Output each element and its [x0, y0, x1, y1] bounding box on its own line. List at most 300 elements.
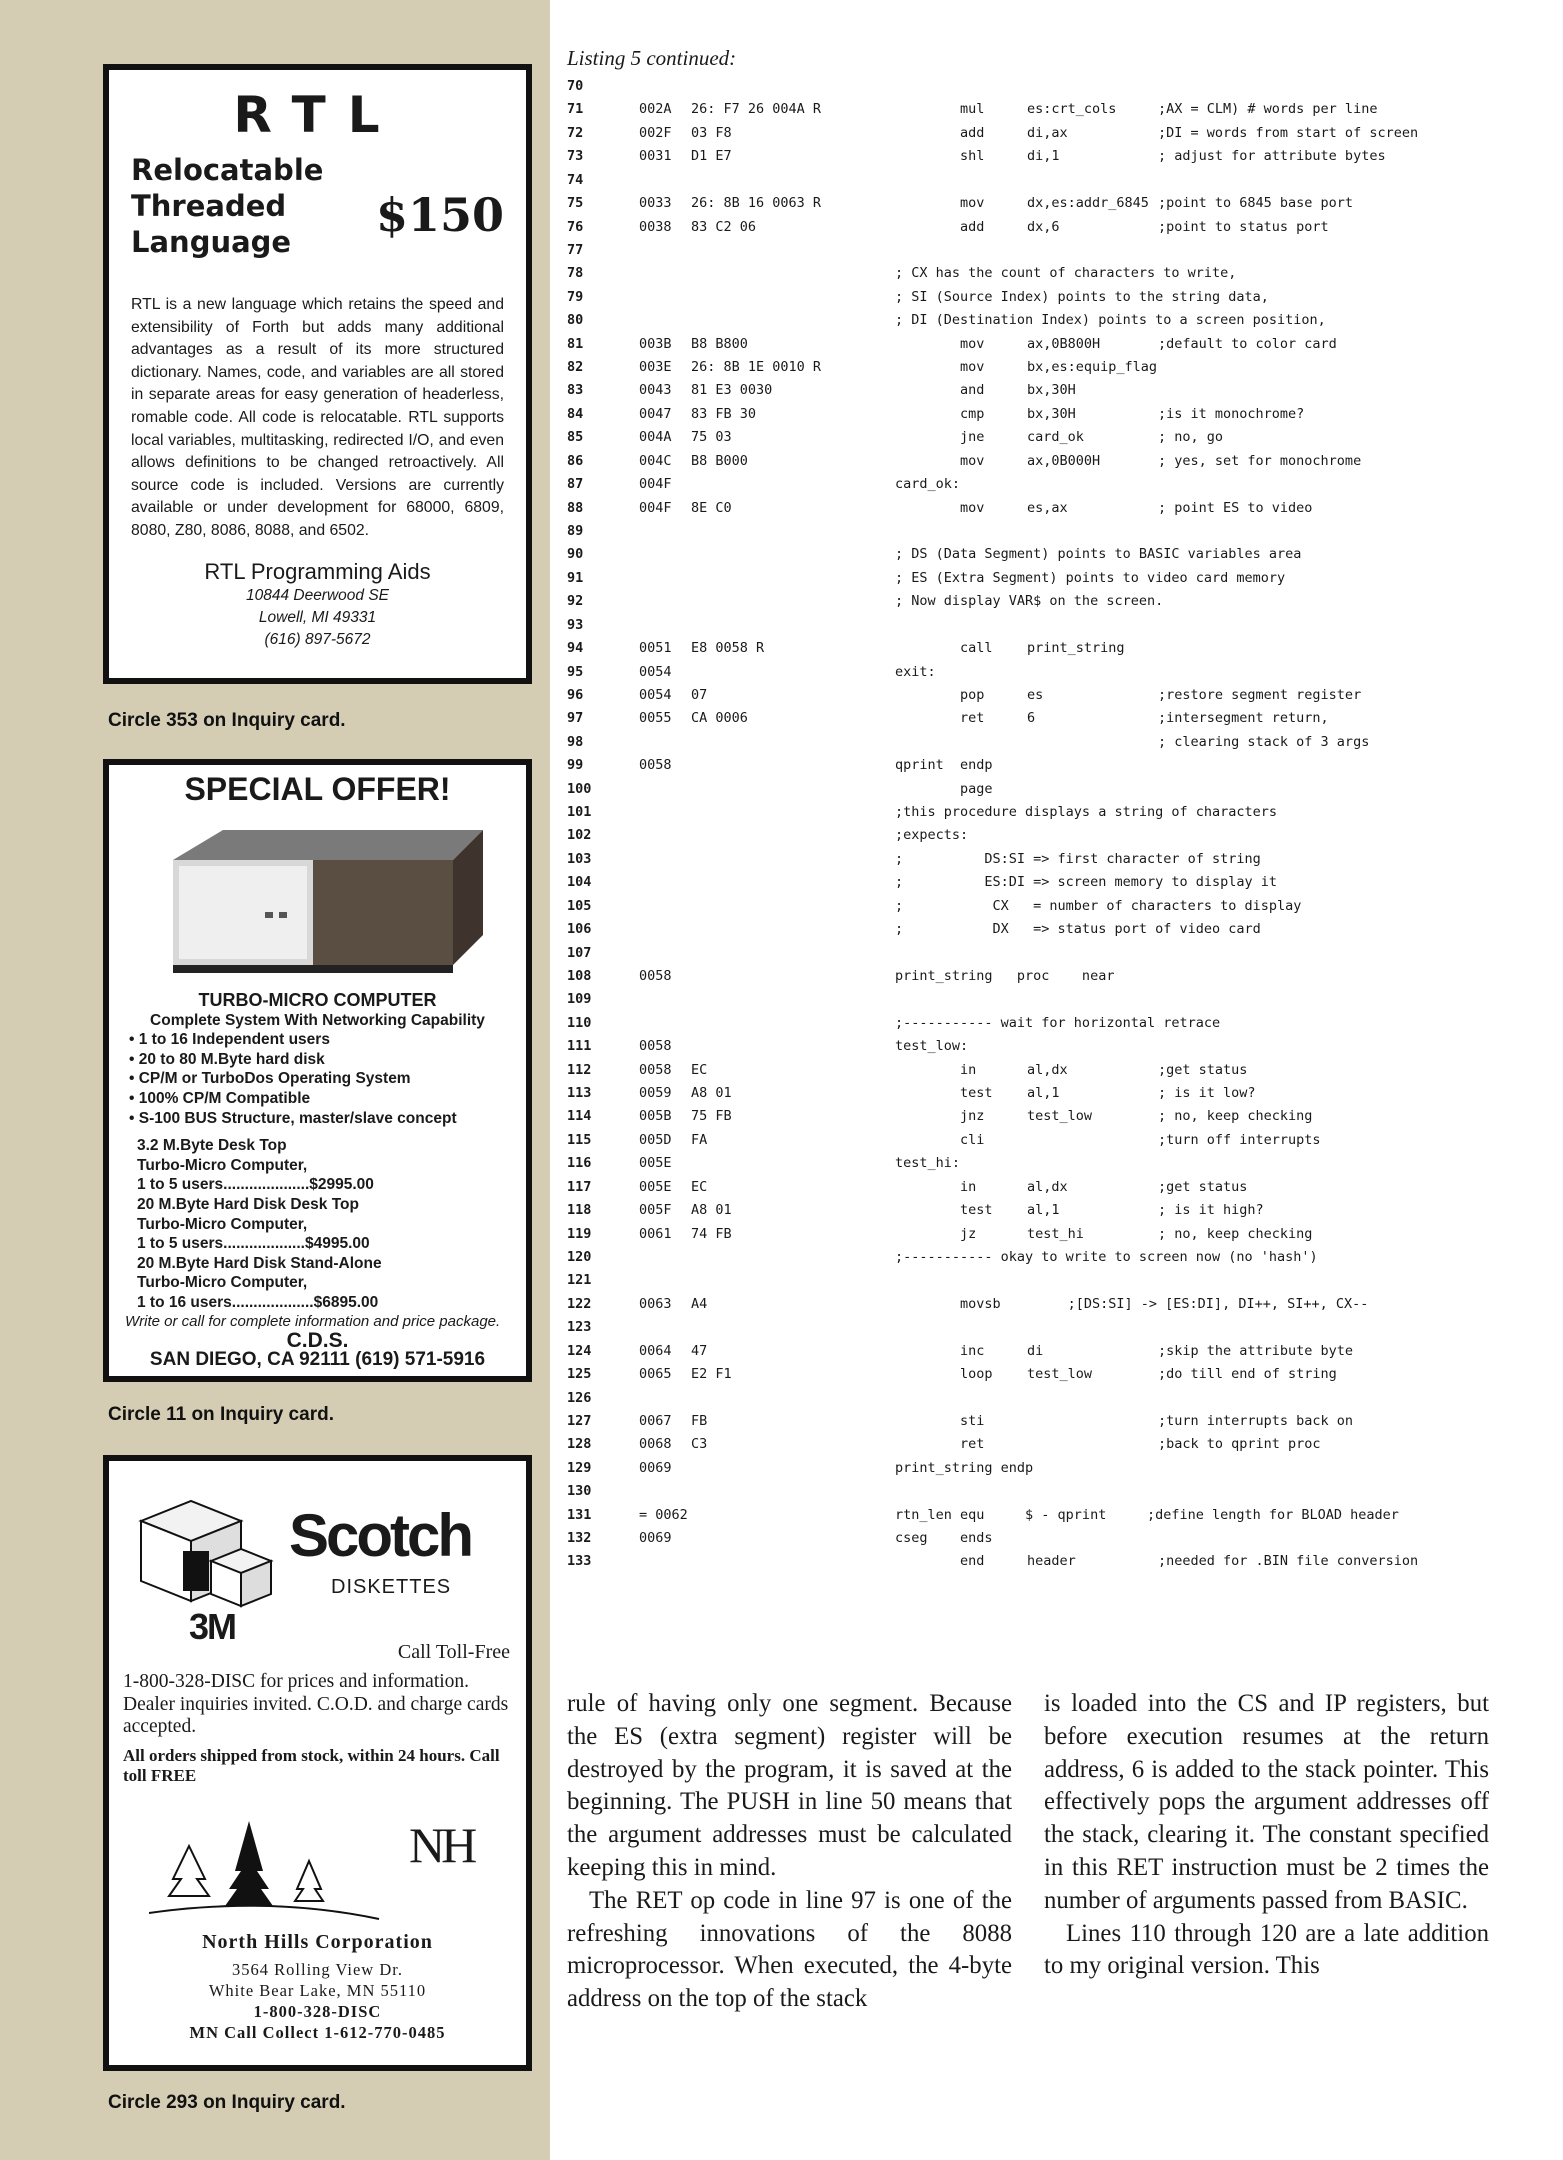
- listing-bytes: B8 B800: [691, 335, 748, 352]
- listing-ln: 108: [567, 967, 592, 984]
- listing-addr: 005E: [639, 1178, 672, 1195]
- listing-bytes: E2 F1: [691, 1366, 732, 1383]
- listing-addr: 0064: [639, 1342, 672, 1359]
- listing-addr: 003B: [639, 335, 672, 352]
- listing-arg: di,ax: [1027, 124, 1068, 141]
- listing-cmt: ;point to status port: [1158, 218, 1329, 235]
- listing-op: call: [960, 640, 993, 657]
- listing-label: card_ok:: [895, 476, 961, 493]
- listing-line: [567, 336, 1447, 359]
- listing-bytes: FB: [691, 1412, 708, 1429]
- listing-op: ret: [960, 1436, 985, 1453]
- listing-full: ; DX => status port of video card: [895, 921, 1261, 938]
- listing-cmt: ;default to color card: [1158, 335, 1337, 352]
- listing-ln: 112: [567, 1061, 592, 1078]
- listing-ln: 73: [567, 148, 584, 165]
- listing-addr: 0069: [639, 1459, 672, 1476]
- listing-line: [567, 1296, 1447, 1319]
- listing-arg: di,1: [1027, 148, 1060, 165]
- listing-ln: 107: [567, 944, 592, 961]
- listing-ln: 116: [567, 1155, 592, 1172]
- listing-ln: 76: [567, 218, 584, 235]
- listing-cmt: ; adjust for attribute bytes: [1158, 148, 1386, 165]
- listing-arg: 6: [1027, 710, 1036, 727]
- listing-arg: es:crt_cols: [1027, 101, 1117, 118]
- listing-full: ;expects:: [895, 827, 969, 844]
- listing-ln: 126: [567, 1389, 592, 1406]
- listing-ln: 98: [567, 733, 584, 750]
- listing-line: [567, 219, 1447, 242]
- listing-line: [567, 78, 1447, 101]
- cds-price-item: 3.2 M.Byte Desk Top Turbo-Micro Computer, 1 to 5 users....................$2995.00: [137, 1137, 374, 1194]
- listing-op: in: [960, 1061, 977, 1078]
- listing-label: test_hi:: [895, 1155, 961, 1172]
- rtl-address-line: 10844 Deerwood SE: [245, 586, 390, 604]
- article-column-2: [1044, 1688, 1489, 1983]
- listing-ln: 77: [567, 241, 584, 258]
- listing-bytes: 75 FB: [691, 1108, 732, 1125]
- listing-ln: 74: [567, 171, 584, 188]
- listing-bytes: A4: [691, 1295, 708, 1312]
- listing-ln: 91: [567, 569, 584, 586]
- listing-cmt: ;is it monochrome?: [1158, 405, 1305, 422]
- cds-price-item: 20 M.Byte Hard Disk Stand-Alone Turbo-Micro Computer, 1 to 16 users...................$6895.00: [137, 1254, 382, 1311]
- listing-addr: 005D: [639, 1131, 672, 1148]
- listing-op: mov: [960, 359, 985, 376]
- 3m-circle-note: Circle 293 on Inquiry card.: [108, 2092, 346, 2113]
- listing-line: [567, 1553, 1447, 1576]
- listing-addr: 0065: [639, 1366, 672, 1383]
- listing-line: [567, 991, 1447, 1014]
- listing-op: mov: [960, 452, 985, 469]
- listing-line: [567, 1108, 1447, 1131]
- listing-addr: 004A: [639, 429, 672, 446]
- listing-addr: 003E: [639, 359, 672, 376]
- listing-full: print_string proc near: [895, 967, 1115, 984]
- listing-arg: es,ax: [1027, 499, 1068, 516]
- listing-line: [567, 687, 1447, 710]
- listing-cmt: ;turn off interrupts: [1158, 1131, 1321, 1148]
- cds-city: SAN DIEGO, CA 92111 (619) 571-5916: [149, 1349, 486, 1371]
- listing-line: [567, 1132, 1447, 1155]
- listing-line: [567, 1366, 1447, 1389]
- listing-cmt: ; no, go: [1158, 429, 1224, 446]
- listing-arg: test_hi: [1027, 1225, 1084, 1242]
- listing-label: exit:: [895, 663, 936, 680]
- listing-cmt: ;DI = words from start of screen: [1158, 124, 1419, 141]
- listing-full: qprint endp: [895, 757, 993, 774]
- listing-line: [567, 570, 1447, 593]
- listing-cmt: ;restore segment register: [1158, 686, 1362, 703]
- listing-line: [567, 851, 1447, 874]
- listing-ln: 70: [567, 78, 584, 94]
- listing-line: [567, 1530, 1447, 1553]
- listing-ln: 89: [567, 522, 584, 539]
- rtl-title-line: Threaded: [131, 189, 287, 223]
- listing-line: [567, 1507, 1447, 1530]
- listing-line: [567, 921, 1447, 944]
- listing-op: and: [960, 382, 985, 399]
- listing-line: [567, 1015, 1447, 1038]
- listing-ln: 101: [567, 804, 592, 821]
- listing-cmt: ;do till end of string: [1158, 1366, 1337, 1383]
- listing-bytes: FA: [691, 1131, 708, 1148]
- listing-arg: es: [1027, 686, 1044, 703]
- listing-ln: 109: [567, 991, 592, 1008]
- listing-arg: al,dx: [1027, 1178, 1068, 1195]
- listing-ln: 105: [567, 897, 592, 914]
- listing-line: [567, 1436, 1447, 1459]
- listing-ln: 106: [567, 921, 592, 938]
- listing-bytes: B8 B000: [691, 452, 748, 469]
- listing-title: Listing 5 continued:: [567, 46, 737, 70]
- listing-arg: print_string: [1027, 640, 1125, 657]
- listing-line: [567, 1343, 1447, 1366]
- listing-ln: 75: [567, 195, 584, 212]
- listing-line: [567, 523, 1447, 546]
- listing-ln: 121: [567, 1272, 592, 1289]
- paragraph: Lines 110 through 120 are a late addition to my original version. This: [1044, 1919, 1489, 1980]
- scotch-brand: Scotch: [289, 1502, 472, 1569]
- listing-ln: 133: [567, 1553, 592, 1570]
- cds-company: C.D.S.: [286, 1328, 349, 1352]
- listing-line: [567, 172, 1447, 195]
- listing-cmt: ;turn interrupts back on: [1158, 1412, 1354, 1429]
- rtl-title-line: Language: [131, 225, 292, 259]
- cds-body: [125, 991, 510, 1370]
- listing-line: [567, 804, 1447, 827]
- listing-cmt: ; no, keep checking: [1158, 1225, 1313, 1242]
- listing-line: [567, 546, 1447, 569]
- listing-op: add: [960, 218, 985, 235]
- listing-line: [567, 1155, 1447, 1178]
- listing-line: [567, 242, 1447, 265]
- listing-addr: 0068: [639, 1436, 672, 1453]
- listing-line: [567, 500, 1447, 523]
- listing-addr: 004F: [639, 476, 672, 493]
- rtl-price: $150: [375, 188, 504, 242]
- cds-note: Write or call for complete information and price package.: [125, 1312, 501, 1330]
- listing-ln: 111: [567, 1038, 592, 1055]
- listing-line: [567, 476, 1447, 499]
- listing-cmt: ; yes, set for monochrome: [1158, 452, 1362, 469]
- listing-ln: 118: [567, 1202, 592, 1219]
- listing-addr: 002A: [639, 101, 672, 118]
- listing-line: [567, 312, 1447, 335]
- code-listing: [567, 78, 1447, 1598]
- listing-ln: 86: [567, 452, 584, 469]
- listing-line: [567, 1483, 1447, 1506]
- listing-addr: 005E: [639, 1155, 672, 1172]
- listing-cmt: ;get status: [1158, 1178, 1248, 1195]
- scotch-3m-ad[interactable]: [103, 1455, 532, 2071]
- listing-addr: 0067: [639, 1412, 672, 1429]
- listing-ln: 81: [567, 335, 584, 352]
- listing-ln: 99: [567, 757, 584, 774]
- listing-ln: 115: [567, 1131, 592, 1148]
- listing-bytes: 8E C0: [691, 499, 732, 516]
- listing-line: [567, 265, 1447, 288]
- listing-arg: al,1: [1027, 1085, 1060, 1102]
- listing-arg: al,1: [1027, 1202, 1060, 1219]
- listing-bytes: A8 01: [691, 1085, 732, 1102]
- computer-photo: [153, 820, 483, 985]
- listing-line: [567, 617, 1447, 640]
- listing-line: [567, 195, 1447, 218]
- listing-full: ; SI (Source Index) points to the string data,: [895, 288, 1269, 305]
- listing-cmt: ;point to 6845 base port: [1158, 195, 1354, 212]
- computer-image: [153, 820, 483, 985]
- listing-op: loop: [960, 1366, 993, 1383]
- diskettes-label: DISKETTES: [331, 1576, 452, 1598]
- listing-op: in: [960, 1178, 977, 1195]
- listing-bytes: CA 0006: [691, 710, 748, 727]
- listing-cmt: ; is it high?: [1158, 1202, 1264, 1219]
- listing-ln: 130: [567, 1483, 592, 1500]
- listing-line: [567, 1062, 1447, 1085]
- listing-full: cseg ends: [895, 1530, 993, 1547]
- listing-cmt: ; no, keep checking: [1158, 1108, 1313, 1125]
- listing-line: [567, 593, 1447, 616]
- cds-bullet: • 100% CP/M Compatible: [129, 1089, 311, 1107]
- listing-full: ; CX has the count of characters to write,: [895, 265, 1237, 282]
- listing-addr: 0047: [639, 405, 672, 422]
- listing-cmt: ;skip the attribute byte: [1158, 1342, 1354, 1359]
- listing-line: [567, 640, 1447, 663]
- rtl-circle-note: Circle 353 on Inquiry card.: [108, 710, 346, 731]
- listing-addr: = 0062: [639, 1506, 688, 1523]
- paragraph: is loaded into the CS and IP registers, but before execution resumes at the return address, 6 is added to the stack pointer. This effectively pops the argument addresses off the stack, clearing it. The constant specified in this RET instruction must be 2 times the number of arguments passed from BASIC.: [1044, 1690, 1489, 1914]
- listing-line: [567, 1226, 1447, 1249]
- listing-cmt: ; is it low?: [1158, 1085, 1256, 1102]
- listing-arg: bx,30H: [1027, 405, 1076, 422]
- listing-addr: 0031: [639, 148, 672, 165]
- north-hills-address: 3564 Rolling View Dr. White Bear Lake, MN 55110 1-800-328-DISC MN Call Collect 1-612-770-0485: [189, 1960, 446, 2042]
- listing-ln: 82: [567, 359, 584, 376]
- listing-op: shl: [960, 148, 985, 165]
- listing-addr: 005F: [639, 1202, 672, 1219]
- cds-bullet: • CP/M or TurboDos Operating System: [129, 1070, 411, 1088]
- cds-subtitle: Complete System With Networking Capability: [150, 1011, 485, 1029]
- listing-addr: 002F: [639, 124, 672, 141]
- listing-cmt: ; clearing stack of 3 args: [1158, 733, 1370, 750]
- listing-op: sti: [960, 1412, 985, 1429]
- listing-bytes: 83 C2 06: [691, 218, 757, 235]
- rtl-logo: RTL: [233, 86, 402, 144]
- listing-line: [567, 1460, 1447, 1483]
- listing-ln: 119: [567, 1225, 592, 1242]
- listing-ln: 87: [567, 476, 584, 493]
- listing-op: jne: [960, 429, 985, 446]
- listing-addr: 004C: [639, 452, 672, 469]
- listing-full: ; ES:DI => screen memory to display it: [895, 874, 1278, 891]
- listing-line: [567, 1202, 1447, 1225]
- rtl-description: RTL is a new language which retains the speed and extensibility of Forth but adds many additional advantages as a result of its more structured dictionary. Names, code, and variables are all stored in separate areas for easy generation of headerless, romable code. All code is relocatable. RTL supports local variables, multitasking, redirected I/O, and even allows definitions to be changed retroactively. All source code is included. Versions are currently available or under development for 68000, 6809, 8080, Z80, 8086, 8088, and 6502.: [131, 296, 504, 539]
- listing-ln: 88: [567, 499, 584, 516]
- listing-line: [567, 1249, 1447, 1272]
- 3m-logo: 3M: [189, 1606, 236, 1647]
- call-toll-free: Call Toll-Free: [397, 1641, 510, 1663]
- listing-full: ; DS (Data Segment) points to BASIC variables area: [895, 546, 1302, 563]
- listing-op: add: [960, 124, 985, 141]
- listing-arg: card_ok: [1027, 429, 1084, 446]
- listing-line: [567, 1319, 1447, 1342]
- listing-full: ;this procedure displays a string of characters: [895, 804, 1278, 821]
- listing-line: [567, 1413, 1447, 1436]
- listing-op: end: [960, 1553, 985, 1570]
- listing-op: mov: [960, 499, 985, 516]
- listing-bytes: D1 E7: [691, 148, 732, 165]
- paragraph: rule of having only one segment. Because the ES (extra segment) register will be destroyed by the program, it is saved at the beginning. The PUSH in line 50 means that the argument addresses must be calculated keeping this in mind.: [567, 1690, 1012, 1881]
- listing-line: [567, 406, 1447, 429]
- listing-cmt: ;intersegment return,: [1158, 710, 1329, 727]
- listing-line: [567, 827, 1447, 850]
- listing-ln: 96: [567, 686, 584, 703]
- listing-bytes: C3: [691, 1436, 708, 1453]
- listing-op: page: [960, 780, 993, 797]
- listing-ln: 132: [567, 1530, 592, 1547]
- ad-column: [0, 0, 550, 2160]
- listing-addr: 005B: [639, 1108, 672, 1125]
- rtl-phone: (616) 897-5672: [264, 630, 371, 648]
- listing-addr: 0055: [639, 710, 672, 727]
- listing-arg: test_low: [1027, 1108, 1093, 1125]
- listing-line: [567, 289, 1447, 312]
- listing-op: mul: [960, 101, 985, 118]
- listing-op: test: [960, 1202, 993, 1219]
- listing-bytes: A8 01: [691, 1202, 732, 1219]
- listing-ln: 110: [567, 1014, 592, 1031]
- listing-cmt: ;needed for .BIN file conversion: [1158, 1553, 1419, 1570]
- listing-full: ;----------- okay to write to screen now (no 'hash'): [895, 1249, 1318, 1265]
- listing-bytes: 26: 8B 1E 0010 R: [691, 359, 822, 376]
- listing-ln: 120: [567, 1249, 592, 1265]
- listing-line: [567, 734, 1447, 757]
- listing-ln: 79: [567, 288, 584, 305]
- listing-line: [567, 148, 1447, 171]
- cds-price-item: 20 M.Byte Hard Disk Desk Top Turbo-Micro Computer, 1 to 5 users...................$4995.00: [137, 1195, 370, 1253]
- listing-addr: 0058: [639, 967, 672, 984]
- listing-bytes: EC: [691, 1061, 708, 1078]
- cds-title: TURBO-MICRO COMPUTER: [198, 990, 437, 1010]
- listing-line: [567, 429, 1447, 452]
- listing-op: ret: [960, 710, 985, 727]
- listing-bytes: 26: F7 26 004A R: [691, 101, 822, 118]
- listing-line: [567, 710, 1447, 733]
- cds-bullet: • 1 to 16 Independent users: [129, 1031, 330, 1049]
- listing-op: jnz: [960, 1108, 985, 1125]
- 3m-ad-bold-text: All orders shipped from stock, within 24 hours. Call toll FREE: [123, 1746, 500, 1785]
- cds-headline: SPECIAL OFFER!: [184, 771, 451, 807]
- listing-arg: header: [1027, 1553, 1076, 1570]
- listing-ln: 104: [567, 874, 592, 891]
- listing-arg: al,dx: [1027, 1061, 1068, 1078]
- listing-bytes: E8 0058 R: [691, 640, 765, 657]
- listing-arg: bx,30H: [1027, 382, 1076, 399]
- listing-line: [567, 101, 1447, 124]
- cds-bullet: • S-100 BUS Structure, master/slave concept: [129, 1109, 457, 1127]
- listing-arg: dx,es:addr_6845: [1027, 195, 1149, 212]
- listing-ln: 123: [567, 1319, 592, 1336]
- listing-full: ; DI (Destination Index) points to a screen position,: [895, 312, 1326, 329]
- rtl-ad[interactable]: [103, 64, 532, 684]
- listing-ln: 124: [567, 1342, 592, 1359]
- listing-addr: 0043: [639, 382, 672, 399]
- listing-cmt: ; point ES to video: [1158, 499, 1313, 516]
- listing-arg: dx,6: [1027, 218, 1060, 235]
- listing-op: cmp: [960, 405, 985, 422]
- listing-ln: 95: [567, 663, 584, 680]
- listing-ln: 72: [567, 124, 584, 141]
- listing-line: [567, 359, 1447, 382]
- 3m-ad-text: 1-800-328-DISC for prices and information. Dealer inquiries invited. C.O.D. and charge cards accepted.: [123, 1671, 509, 1737]
- listing-bytes: 81 E3 0030: [691, 382, 773, 399]
- listing-full: print_string endp: [895, 1459, 1034, 1476]
- listing-addr: 0058: [639, 757, 672, 774]
- listing-cmt: ;AX = CLM) # words per line: [1158, 101, 1378, 118]
- listing-ln: 83: [567, 382, 584, 399]
- listing-ln: 131: [567, 1506, 592, 1523]
- listing-op: mov: [960, 335, 985, 352]
- listing-ln: 102: [567, 827, 592, 844]
- listing-full: ; DS:SI => first character of string: [895, 850, 1261, 867]
- cds-bullet: • 20 to 80 M.Byte hard disk: [129, 1050, 325, 1068]
- article-column-1: [567, 1688, 1012, 2016]
- listing-op: cli: [960, 1131, 985, 1148]
- listing-bytes: 47: [691, 1342, 708, 1359]
- nh-logo: NH: [409, 1817, 474, 1873]
- listing-op: inc: [960, 1342, 985, 1359]
- listing-line: [567, 1085, 1447, 1108]
- listing-line: [567, 664, 1447, 687]
- listing-line: [567, 1179, 1447, 1202]
- listing-ln: 78: [567, 265, 584, 282]
- listing-ln: 127: [567, 1412, 592, 1429]
- listing-ln: 122: [567, 1295, 592, 1312]
- listing-arg: ax,0B800H: [1027, 335, 1101, 352]
- listing-op: pop: [960, 686, 985, 703]
- listing-addr: 0061: [639, 1225, 672, 1242]
- listing-line: [567, 968, 1447, 991]
- listing-addr: 0058: [639, 1038, 672, 1055]
- rtl-company: RTL Programming Aids: [204, 558, 431, 584]
- listing-ln: 117: [567, 1178, 592, 1195]
- listing-full: ; Now display VAR$ on the screen.: [895, 593, 1164, 610]
- listing-bytes: 03 F8: [691, 124, 732, 141]
- listing-addr: 004F: [639, 499, 672, 516]
- listing-addr: 0038: [639, 218, 672, 235]
- listing-full: rtn_len equ $ - qprint ;define length for BLOAD header: [895, 1506, 1399, 1523]
- listing-addr: 0059: [639, 1085, 672, 1102]
- listing-label: test_low:: [895, 1038, 969, 1055]
- cds-ad[interactable]: [103, 759, 532, 1382]
- listing-line: [567, 125, 1447, 148]
- listing-addr: 0069: [639, 1530, 672, 1547]
- listing-ln: 114: [567, 1108, 592, 1125]
- listing-ln: 84: [567, 405, 584, 422]
- listing-line: [567, 874, 1447, 897]
- listing-ln: 85: [567, 429, 584, 446]
- rtl-title-line: Relocatable: [131, 153, 324, 187]
- listing-line: [567, 781, 1447, 804]
- listing-ln: 125: [567, 1366, 592, 1383]
- listing-ln: 97: [567, 710, 584, 727]
- listing-full: ; ES (Extra Segment) points to video card memory: [895, 569, 1286, 586]
- listing-op: test: [960, 1085, 993, 1102]
- listing-ln: 128: [567, 1436, 592, 1453]
- listing-line: [567, 1272, 1447, 1295]
- north-hills-name: North Hills Corporation: [202, 1931, 433, 1953]
